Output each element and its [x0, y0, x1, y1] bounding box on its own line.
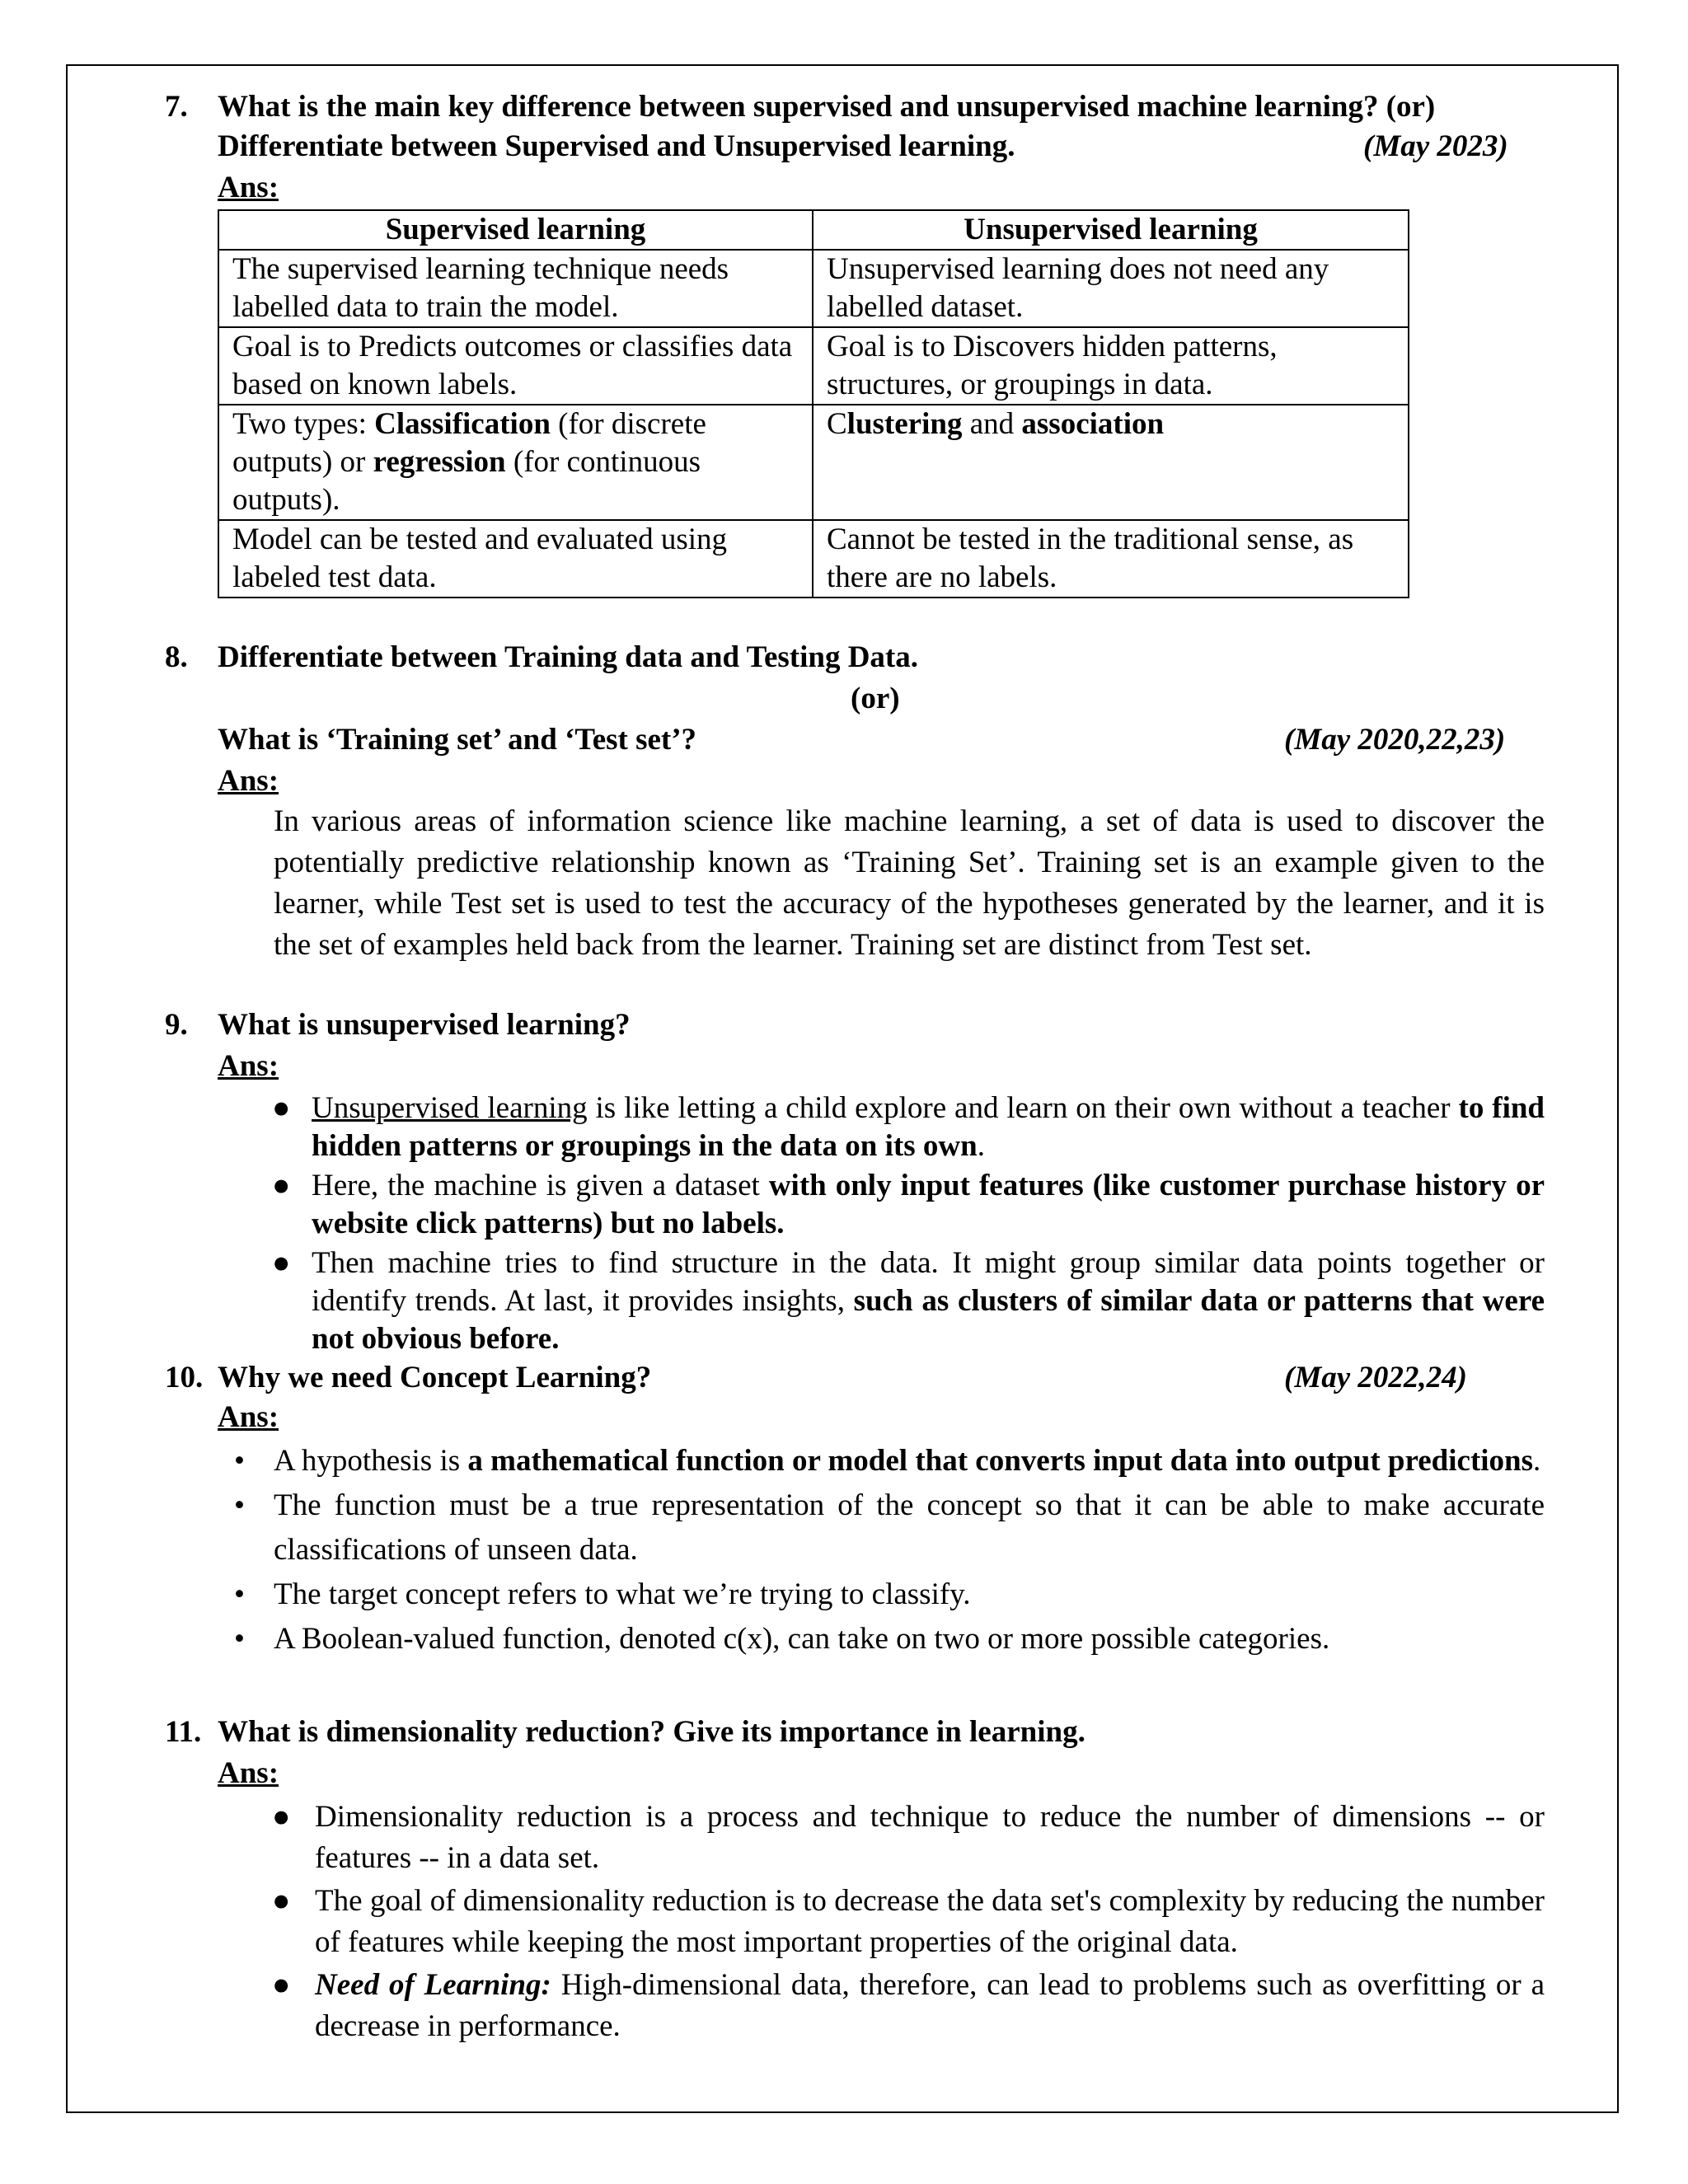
- q7-date: (May 2023): [1363, 129, 1508, 163]
- q8-ans-label: Ans:: [218, 764, 279, 798]
- table-row: [218, 327, 1409, 405]
- text-span: A Boolean-valued function, denoted c(x), can take on two or more possible categories.: [274, 1622, 1330, 1656]
- q7-number: 7.: [165, 90, 188, 124]
- table-cell: Model can be tested and evaluated using labeled test data.: [218, 520, 813, 598]
- q8-question-line1: Differentiate between Training data and Testing Data.: [218, 640, 918, 674]
- q7-question-line2: Differentiate between Supervised and Unsupervised learning.: [218, 129, 1015, 163]
- q10-bullet-list: [234, 1439, 1545, 1661]
- q7-question-line1: What is the main key difference between supervised and unsupervised machine learning? (or): [218, 90, 1436, 124]
- list-item: [272, 1090, 1545, 1165]
- q8-answer-paragraph: In various areas of information science like machine learning, a set of data is used to discover the potentially predictive relationship known as ‘Training Set’. Training set is an example given to the learner, while Test set is used to test the accuracy of the hypotheses generated by the learner, and it is the set of examples held back from the learner. Training set are distinct from Test set.: [274, 804, 1545, 962]
- q11-ans-label: Ans:: [218, 1756, 279, 1790]
- list-item: [234, 1572, 1545, 1617]
- comparison-table: [218, 209, 1409, 598]
- q9-ans-label: Ans:: [218, 1049, 279, 1083]
- bold-italic-term: Need of Learning:: [315, 1968, 551, 2002]
- q11-question: What is dimensionality reduction? Give its importance in learning.: [218, 1715, 1085, 1749]
- list-item: [272, 1965, 1545, 2047]
- q9-number: 9.: [165, 1008, 188, 1042]
- bold-span: to find hidden patterns or groupings in the data on its own: [312, 1091, 1545, 1163]
- text-span: is like letting a child explore and learn on their own without a teacher: [587, 1091, 1459, 1125]
- bullet-icon: ●: [272, 1800, 291, 1834]
- q10-date: (May 2022,24): [1284, 1361, 1467, 1394]
- table-cell: Cannot be tested in the traditional sense, as there are no labels.: [813, 520, 1409, 598]
- table-row: [218, 520, 1409, 598]
- q10-ans-label: Ans:: [218, 1400, 279, 1434]
- bullet-icon: ●: [272, 1246, 291, 1280]
- bullet-icon: ●: [272, 1169, 291, 1202]
- bold-span: a mathematical function or model that converts input data into output predictions: [467, 1444, 1534, 1478]
- text-span: High-dimensional data, therefore, can lead to problems such as overfitting or a decrease in performance.: [315, 1968, 1545, 2043]
- q10-question: Why we need Concept Learning?: [218, 1361, 652, 1394]
- text-span: Here, the machine is given a dataset: [312, 1169, 769, 1202]
- text-span: Dimensionality reduction is a process and technique to reduce the number of dimensions -- or features -- in a data set.: [315, 1800, 1545, 1875]
- table-row: [218, 250, 1409, 327]
- table-header-supervised: Supervised learning: [218, 210, 813, 250]
- list-item: [272, 1167, 1545, 1243]
- rich-text: Two types: Classification (for discrete outputs) or regression (for continuous outputs).: [232, 407, 706, 517]
- q8-number: 8.: [165, 640, 188, 674]
- q9-question: What is unsupervised learning?: [218, 1008, 631, 1042]
- list-item: [272, 1881, 1545, 1963]
- q8-question-line2: What is ‘Training set’ and ‘Test set’?: [218, 723, 697, 757]
- table-cell: Goal is to Discovers hidden patterns, structures, or groupings in data.: [813, 327, 1409, 405]
- text-span: The target concept refers to what we’re trying to classify.: [274, 1577, 971, 1611]
- underlined-term: Unsupervised learning: [312, 1091, 588, 1125]
- q11-bullet-list: [272, 1797, 1545, 2047]
- q9-bullet-list: [272, 1090, 1545, 1358]
- text-span: The function must be a true representation of the concept so that it can be able to make accurate classifications of unseen data.: [274, 1488, 1545, 1567]
- table-cell-types: [218, 405, 813, 520]
- list-item: [272, 1244, 1545, 1358]
- table-header-row: [218, 210, 1409, 250]
- bullet-icon: •: [234, 1577, 245, 1611]
- table-row: [218, 405, 1409, 520]
- table-cell-clustering: [813, 405, 1409, 520]
- list-item: [234, 1483, 1545, 1572]
- rich-text: Clustering and association: [826, 407, 1165, 441]
- q11-number: 11.: [165, 1715, 202, 1749]
- list-item: [234, 1617, 1545, 1661]
- q8-date: (May 2020,22,23): [1284, 723, 1506, 757]
- text-span: .: [1533, 1444, 1541, 1478]
- bold-span: such as clusters of similar data or patterns that were not obvious before.: [312, 1284, 1545, 1356]
- text-span: The goal of dimensionality reduction is to decrease the data set's complexity by reducing the number of features while keeping the most important properties of the original data.: [315, 1884, 1545, 1959]
- text-span: .: [977, 1129, 985, 1163]
- q10-number: 10.: [165, 1361, 204, 1394]
- table-header-unsupervised: Unsupervised learning: [813, 210, 1409, 250]
- bullet-icon: ●: [272, 1884, 291, 1918]
- bullet-icon: ●: [272, 1091, 291, 1125]
- table-cell: The supervised learning technique needs labelled data to train the model.: [218, 250, 813, 327]
- bold-span: with only input features (like customer purchase history or website click patterns) but no labels.: [312, 1169, 1545, 1240]
- table-cell: Goal is to Predicts outcomes or classifies data based on known labels.: [218, 327, 813, 405]
- list-item: [234, 1439, 1545, 1483]
- bullet-icon: •: [234, 1622, 245, 1656]
- bullet-icon: •: [234, 1444, 245, 1478]
- bullet-icon: ●: [272, 1968, 291, 2002]
- list-item: [272, 1797, 1545, 1879]
- q7-ans-label: Ans:: [218, 171, 279, 204]
- text-span: Then machine tries to find structure in the data. It might group similar data points together or identify trends. At last, it provides insights,: [312, 1246, 1545, 1318]
- bullet-icon: •: [234, 1488, 245, 1522]
- table-cell: Unsupervised learning does not need any labelled dataset.: [813, 250, 1409, 327]
- q8-or: (or): [851, 682, 900, 715]
- text-span: A hypothesis is: [274, 1444, 468, 1478]
